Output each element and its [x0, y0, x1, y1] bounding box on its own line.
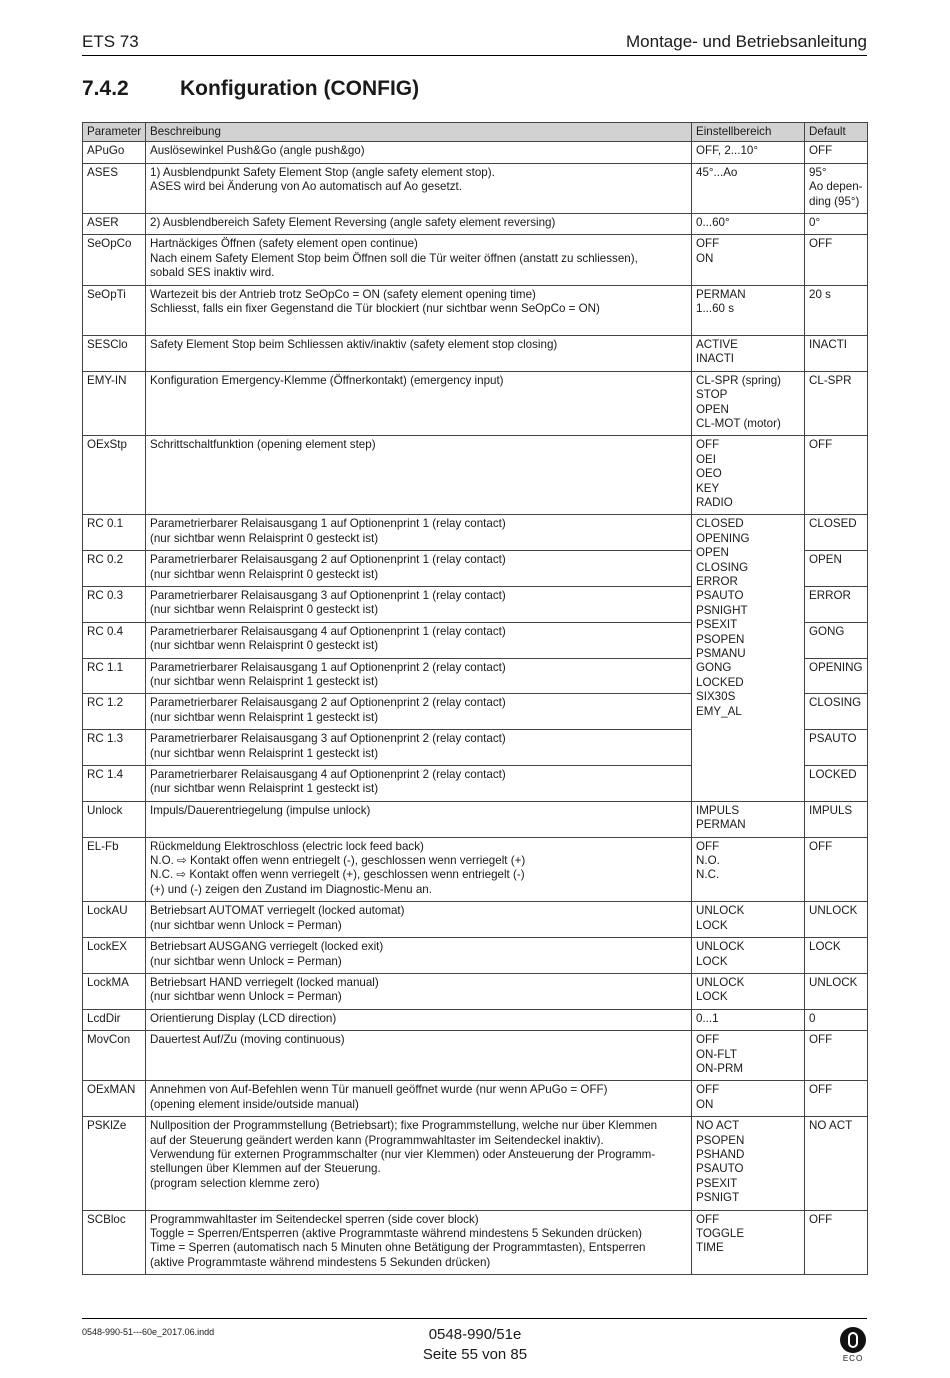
default-cell-line: OFF	[809, 237, 833, 251]
table-row	[83, 1081, 868, 1117]
table-row	[83, 235, 868, 285]
desc-cell-line: Wartezeit bis der Antrieb trotz SeOpCo = ON (safety element opening time)	[150, 287, 536, 301]
default-cell-line: 95°	[809, 165, 827, 179]
range-cell-line: PSHAND	[696, 1147, 745, 1161]
relay-range-cell-line: PSOPEN	[696, 632, 745, 646]
desc-cell	[146, 1009, 692, 1030]
default-cell-line: OPEN	[809, 553, 842, 567]
range-cell-line: ON	[696, 1097, 714, 1111]
desc-cell-line: Parametrierbarer Relaisausgang 2 auf Optionenprint 2 (relay contact)	[150, 696, 506, 710]
default-cell	[805, 973, 868, 1009]
section-heading	[82, 77, 419, 101]
desc-cell-line: N.C. ⇨ Kontakt offen wenn verriegelt (+), geschlossen wenn entriegelt (-)	[150, 868, 525, 882]
default-cell-line: CLOSED	[809, 517, 857, 531]
table-row	[83, 1009, 868, 1030]
desc-cell-line: (nur sichtbar wenn Unlock = Perman)	[150, 918, 342, 932]
table-row	[83, 1210, 868, 1275]
table-row	[83, 214, 868, 235]
desc-cell-line: Auslösewinkel Push&Go (angle push&go)	[150, 144, 365, 158]
range-cell-line: N.C.	[696, 868, 720, 882]
default-cell-line: PSAUTO	[809, 732, 857, 746]
range-cell-line: INACTI	[696, 352, 735, 366]
table-row	[83, 436, 868, 515]
desc-cell	[146, 1210, 692, 1275]
default-cell-line: NO ACT	[809, 1119, 853, 1133]
desc-cell-line: Nach einem Safety Element Stop beim Öffnen soll die Tür weiter öffnen (anstatt zu schliessen),	[150, 251, 638, 265]
eco-logo	[839, 1327, 867, 1363]
desc-cell-line: Betriebsart AUSGANG verriegelt (locked exit)	[150, 940, 384, 954]
default-cell	[805, 658, 868, 694]
desc-cell	[146, 658, 692, 694]
table-row	[83, 142, 868, 163]
desc-cell-line: Impuls/Dauerentriegelung (impulse unlock)	[150, 803, 371, 817]
range-cell	[692, 371, 805, 436]
relay-range-cell-line: CLOSED	[696, 517, 744, 531]
param-cell: SeOpTi	[83, 285, 146, 335]
table-row	[83, 163, 868, 213]
range-cell	[692, 1210, 805, 1275]
range-cell	[692, 1117, 805, 1210]
desc-cell	[146, 335, 692, 371]
range-cell-line: OFF	[696, 839, 720, 853]
param-cell: OExMAN	[83, 1081, 146, 1117]
range-cell-line: N.O.	[696, 854, 720, 868]
range-cell	[692, 214, 805, 235]
default-cell-line: OFF	[809, 1212, 833, 1226]
default-cell-line: UNLOCK	[809, 904, 858, 918]
default-cell	[805, 837, 868, 902]
range-cell-line: UNLOCK	[696, 904, 745, 918]
default-cell-line: OFF	[809, 839, 833, 853]
range-cell-line: RADIO	[696, 495, 733, 509]
range-cell	[692, 973, 805, 1009]
param-cell: RC 1.2	[83, 694, 146, 730]
range-cell-line: ACTIVE	[696, 337, 738, 351]
table-row	[83, 285, 868, 335]
range-cell	[692, 163, 805, 213]
default-cell-line: OPENING	[809, 660, 863, 674]
range-cell-line: PSNIGT	[696, 1191, 740, 1205]
param-cell: EL-Fb	[83, 837, 146, 902]
desc-cell	[146, 285, 692, 335]
relay-range-cell-line: CLOSING	[696, 560, 749, 574]
param-cell: LockEX	[83, 938, 146, 974]
page-header	[82, 32, 867, 56]
relay-range-cell-line: ERROR	[696, 574, 738, 588]
range-cell-line: NO ACT	[696, 1119, 740, 1133]
param-cell: MovCon	[83, 1031, 146, 1081]
param-cell: ASER	[83, 214, 146, 235]
desc-cell	[146, 694, 692, 730]
range-cell	[692, 1031, 805, 1081]
col-default: Default	[805, 123, 868, 142]
desc-cell-line: Programmwahltaster im Seitendeckel sperren (side cover block)	[150, 1212, 479, 1226]
section-title: Konfiguration (CONFIG)	[180, 77, 420, 100]
default-cell	[805, 335, 868, 371]
range-cell-line: ON-FLT	[696, 1047, 738, 1061]
relay-range-cell-line: OPENING	[696, 531, 750, 545]
param-cell: RC 1.3	[83, 730, 146, 766]
default-cell	[805, 436, 868, 515]
default-cell	[805, 1009, 868, 1030]
desc-cell-line: Safety Element Stop beim Schliessen aktiv/inaktiv (safety element stop closing)	[150, 337, 558, 351]
range-cell-line: STOP	[696, 388, 728, 402]
range-cell-line: PERMAN	[696, 818, 746, 832]
desc-cell-line: Orientierung Display (LCD direction)	[150, 1011, 337, 1025]
header-product: ETS 73	[82, 32, 139, 51]
default-cell-line: GONG	[809, 624, 845, 638]
table-row	[83, 1117, 868, 1210]
default-cell-line: OFF	[809, 438, 833, 452]
section-number: 7.4.2	[82, 77, 129, 100]
param-cell: RC 0.3	[83, 586, 146, 622]
range-cell-line: ON-PRM	[696, 1061, 744, 1075]
param-cell: RC 1.4	[83, 766, 146, 802]
table-row	[83, 973, 868, 1009]
range-cell-line: OEI	[696, 452, 716, 466]
range-cell-line: OFF	[696, 237, 720, 251]
default-cell-line: LOCKED	[809, 768, 857, 782]
col-parameter: Parameter	[83, 123, 146, 142]
desc-cell-line: stellungen über Klemmen auf der Steuerung.	[150, 1162, 381, 1176]
default-cell-line: 20 s	[809, 287, 831, 301]
default-cell	[805, 694, 868, 730]
table-header-row	[83, 123, 868, 142]
desc-cell-line: (nur sichtbar wenn Unlock = Perman)	[150, 990, 342, 1004]
range-cell-line: OFF	[696, 1033, 720, 1047]
range-cell	[692, 436, 805, 515]
range-cell-line: ON	[696, 251, 714, 265]
param-cell: ASES	[83, 163, 146, 213]
desc-cell-line: ASES wird bei Änderung von Ao automatisch auf Ao gesetzt.	[150, 180, 462, 194]
range-cell	[692, 938, 805, 974]
range-cell-line: CL-SPR (spring)	[696, 373, 782, 387]
footer-page-number: Seite 55 von 85	[422, 1346, 528, 1363]
default-cell	[805, 214, 868, 235]
desc-cell-line: Parametrierbarer Relaisausgang 3 auf Optionenprint 1 (relay contact)	[150, 588, 506, 602]
range-cell	[692, 285, 805, 335]
range-cell-line: LOCK	[696, 990, 728, 1004]
range-cell	[692, 1009, 805, 1030]
desc-cell-line: Parametrierbarer Relaisausgang 4 auf Optionenprint 2 (relay contact)	[150, 768, 506, 782]
relay-range-cell-line: PSMANU	[696, 647, 746, 660]
range-cell	[692, 142, 805, 163]
relay-range-cell-line: SIX30S	[696, 690, 736, 704]
param-cell: RC 0.1	[83, 515, 146, 551]
desc-cell-line: (nur sichtbar wenn Relaisprint 0 gesteckt ist)	[150, 567, 379, 581]
default-cell	[805, 902, 868, 938]
desc-cell	[146, 436, 692, 515]
range-cell-line: TIME	[696, 1241, 724, 1255]
default-cell	[805, 938, 868, 974]
default-cell	[805, 801, 868, 837]
range-cell-line: PSEXIT	[696, 1176, 738, 1190]
default-cell	[805, 235, 868, 285]
param-cell: PSKlZe	[83, 1117, 146, 1210]
param-cell: RC 1.1	[83, 658, 146, 694]
param-cell: OExStp	[83, 436, 146, 515]
param-cell: RC 0.2	[83, 551, 146, 587]
desc-cell-line: (nur sichtbar wenn Relaisprint 1 gesteckt ist)	[150, 710, 379, 724]
range-cell-line: UNLOCK	[696, 975, 745, 989]
default-cell	[805, 730, 868, 766]
desc-cell-line: Betriebsart HAND verriegelt (locked manual)	[150, 975, 379, 989]
range-cell-line: TOGGLE	[696, 1227, 745, 1240]
desc-cell-line: (nur sichtbar wenn Unlock = Perman)	[150, 954, 342, 968]
table-row	[83, 902, 868, 938]
range-cell-line: LOCK	[696, 954, 728, 968]
desc-cell-line: (nur sichtbar wenn Relaisprint 1 gesteckt ist)	[150, 746, 379, 760]
table-row	[83, 371, 868, 436]
range-cell	[692, 235, 805, 285]
desc-cell-line: (nur sichtbar wenn Relaisprint 0 gesteckt ist)	[150, 531, 379, 545]
range-cell-line: OFF	[696, 438, 720, 452]
default-cell-line: 0°	[809, 216, 821, 230]
desc-cell	[146, 235, 692, 285]
default-cell-line: Ao depen-	[809, 180, 863, 194]
table-row	[83, 837, 868, 902]
desc-cell-line: Schrittschaltfunktion (opening element step)	[150, 438, 376, 452]
desc-cell-line: (program selection klemme zero)	[150, 1176, 320, 1190]
range-cell-line: 0...1	[696, 1011, 719, 1025]
range-cell-line: 45°...Ao	[696, 165, 738, 179]
desc-cell-line: Nullposition der Programmstellung (Betriebsart); fixe Programmstellung, welche nur über Klemmen	[150, 1119, 658, 1133]
desc-cell	[146, 1117, 692, 1210]
desc-cell-line: sobald SES inaktiv wird.	[150, 266, 275, 280]
desc-cell-line: Parametrierbarer Relaisausgang 4 auf Optionenprint 1 (relay contact)	[150, 624, 506, 638]
desc-cell-line: Annehmen von Auf-Befehlen wenn Tür manuell geöffnet wurde (nur wenn APuGo = OFF)	[150, 1083, 608, 1097]
desc-cell-line	[150, 316, 687, 330]
eco-logo-icon	[840, 1327, 866, 1353]
desc-cell-line: Hartnäckiges Öffnen (safety element open continue)	[150, 237, 418, 251]
range-cell	[692, 1081, 805, 1117]
desc-cell-line: (nur sichtbar wenn Relaisprint 0 gesteckt ist)	[150, 603, 379, 617]
table-row	[83, 1031, 868, 1081]
relay-range-cell-line: LOCKED	[696, 675, 744, 689]
desc-cell	[146, 1081, 692, 1117]
default-cell-line: ERROR	[809, 588, 851, 602]
param-cell: LockAU	[83, 902, 146, 938]
default-cell	[805, 515, 868, 551]
relay-range-cell-line: GONG	[696, 661, 732, 675]
desc-cell-line: (+) und (-) zeigen den Zustand im Diagnostic-Menu an.	[150, 882, 432, 896]
desc-cell	[146, 163, 692, 213]
range-cell	[692, 837, 805, 902]
default-cell-line: OFF	[809, 144, 833, 158]
default-cell	[805, 766, 868, 802]
desc-cell	[146, 730, 692, 766]
col-beschreibung: Beschreibung	[146, 123, 692, 142]
desc-cell	[146, 586, 692, 622]
config-table	[82, 122, 868, 1275]
default-cell	[805, 142, 868, 163]
param-cell: APuGo	[83, 142, 146, 163]
default-cell-line: CLOSING	[809, 696, 862, 710]
desc-cell-line: (nur sichtbar wenn Relaisprint 1 gesteckt ist)	[150, 675, 379, 688]
footer-filename: 0548-990-51---60e_2017.06.indd	[82, 1327, 215, 1337]
default-cell-line: 0	[809, 1011, 816, 1025]
desc-cell-line: Dauertest Auf/Zu (moving continuous)	[150, 1033, 345, 1047]
desc-cell	[146, 766, 692, 802]
range-cell-line: 0...60°	[696, 216, 730, 230]
desc-cell-line: Verwendung für externen Programmschalter (nur vier Klemmen) oder Ansteuerung der Programm-	[150, 1147, 656, 1161]
desc-cell-line: Parametrierbarer Relaisausgang 1 auf Optionenprint 1 (relay contact)	[150, 517, 506, 531]
relay-range-cell-line: EMY_AL	[696, 704, 742, 718]
desc-cell	[146, 801, 692, 837]
relay-range-cell-line: PSAUTO	[696, 589, 744, 603]
eco-logo-text: ECO	[842, 1354, 864, 1363]
desc-cell	[146, 371, 692, 436]
desc-cell-line: Parametrierbarer Relaisausgang 2 auf Optionenprint 1 (relay contact)	[150, 553, 506, 567]
desc-cell-line: Toggle = Sperren/Entsperren (aktive Programmtaste während mindestens 5 Sekunden drücken)	[150, 1227, 643, 1240]
footer-center	[0, 1325, 950, 1365]
desc-cell-line: Betriebsart AUTOMAT verriegelt (locked automat)	[150, 904, 405, 918]
desc-cell-line: Parametrierbarer Relaisausgang 3 auf Optionenprint 2 (relay contact)	[150, 732, 506, 746]
param-cell: SESClo	[83, 335, 146, 371]
default-cell	[805, 1081, 868, 1117]
default-cell	[805, 285, 868, 335]
relay-range-cell-line: PSEXIT	[696, 618, 738, 632]
default-cell	[805, 371, 868, 436]
desc-cell	[146, 214, 692, 235]
table-row	[83, 335, 868, 371]
desc-cell-line: Schliesst, falls ein fixer Gegenstand die Tür blockiert (nur sichtbar wenn SeOpCo = ON)	[150, 302, 600, 316]
desc-cell-line: (aktive Programmtaste während mindestens 5 Sekunden drücken)	[150, 1255, 491, 1269]
desc-cell	[146, 142, 692, 163]
relay-range-cell-line: OPEN	[696, 546, 729, 560]
range-cell-line: LOCK	[696, 918, 728, 932]
range-cell-line: PSAUTO	[696, 1162, 744, 1176]
desc-cell	[146, 1031, 692, 1081]
param-cell: LockMA	[83, 973, 146, 1009]
table-row	[83, 515, 868, 551]
range-cell	[692, 902, 805, 938]
desc-cell	[146, 551, 692, 587]
default-cell-line: UNLOCK	[809, 975, 858, 989]
param-cell: SCBloc	[83, 1210, 146, 1275]
default-cell-line: OFF	[809, 1033, 833, 1047]
range-cell-line: OFF	[696, 1212, 720, 1226]
default-cell	[805, 551, 868, 587]
default-cell	[805, 1031, 868, 1081]
default-cell-line: IMPULS	[809, 803, 853, 817]
param-cell: RC 0.4	[83, 622, 146, 658]
desc-cell	[146, 938, 692, 974]
table-row	[83, 801, 868, 837]
desc-cell-line: auf der Steuerung geändert werden kann (Programmwahltaster im Seitendeckel inaktiv).	[150, 1133, 604, 1147]
desc-cell	[146, 837, 692, 902]
desc-cell	[146, 515, 692, 551]
footer-doc-number: 0548-990/51e	[428, 1326, 522, 1343]
param-cell: Unlock	[83, 801, 146, 837]
default-cell	[805, 1210, 868, 1275]
param-cell: LcdDir	[83, 1009, 146, 1030]
desc-cell-line: N.O. ⇨ Kontakt offen wenn entriegelt (-), geschlossen wenn verriegelt (+)	[150, 854, 526, 868]
table-row	[83, 938, 868, 974]
desc-cell-line: Rückmeldung Elektroschloss (electric lock feed back)	[150, 839, 424, 853]
col-einstellbereich: Einstellbereich	[692, 123, 805, 142]
default-cell	[805, 1117, 868, 1210]
desc-cell	[146, 973, 692, 1009]
range-cell	[692, 335, 805, 371]
range-cell-line: 1...60 s	[696, 302, 735, 316]
range-cell-line: OPEN	[696, 402, 729, 416]
desc-cell-line: Time = Sperren (automatisch nach 5 Minuten ohne Betätigung der Programmtasten), Entsperren	[150, 1241, 646, 1255]
range-cell-line: IMPULS	[696, 803, 740, 817]
default-cell-line: LOCK	[809, 940, 841, 954]
range-cell-line: OEO	[696, 467, 722, 481]
relay-range-cell	[692, 515, 805, 802]
desc-cell	[146, 902, 692, 938]
desc-cell-line: 2) Ausblendbereich Safety Element Reversing (angle safety element reversing)	[150, 216, 556, 230]
default-cell-line: OFF	[809, 1083, 833, 1097]
desc-cell-line: Parametrierbarer Relaisausgang 1 auf Optionenprint 2 (relay contact)	[150, 660, 506, 674]
param-cell: EMY-IN	[83, 371, 146, 436]
param-cell: SeOpCo	[83, 235, 146, 285]
default-cell	[805, 586, 868, 622]
range-cell-line: OFF, 2...10°	[696, 144, 758, 158]
desc-cell-line: Konfiguration Emergency-Klemme (Öffnerkontakt) (emergency input)	[150, 373, 504, 387]
range-cell-line: OFF	[696, 1083, 720, 1097]
default-cell-line: INACTI	[809, 337, 848, 351]
relay-range-cell-line: PSNIGHT	[696, 603, 748, 617]
default-cell	[805, 163, 868, 213]
default-cell	[805, 622, 868, 658]
desc-cell-line: (nur sichtbar wenn Relaisprint 0 gesteckt ist)	[150, 639, 379, 653]
range-cell-line: CL-MOT (motor)	[696, 416, 781, 430]
range-cell-line: PSOPEN	[696, 1133, 745, 1147]
range-cell-line: UNLOCK	[696, 940, 745, 954]
range-cell-line: KEY	[696, 481, 720, 495]
desc-cell-line: (opening element inside/outside manual)	[150, 1097, 359, 1111]
footer-rule	[82, 1318, 867, 1319]
range-cell	[692, 801, 805, 837]
range-cell-line: PERMAN	[696, 287, 746, 301]
desc-cell-line: 1) Ausblendpunkt Safety Element Stop (angle safety element stop).	[150, 165, 495, 179]
header-manual-title: Montage- und Betriebsanleitung	[626, 32, 867, 51]
default-cell-line: ding (95°)	[809, 194, 860, 208]
desc-cell-line: (nur sichtbar wenn Relaisprint 1 gesteckt ist)	[150, 782, 379, 796]
default-cell-line: CL-SPR	[809, 373, 852, 387]
desc-cell	[146, 622, 692, 658]
